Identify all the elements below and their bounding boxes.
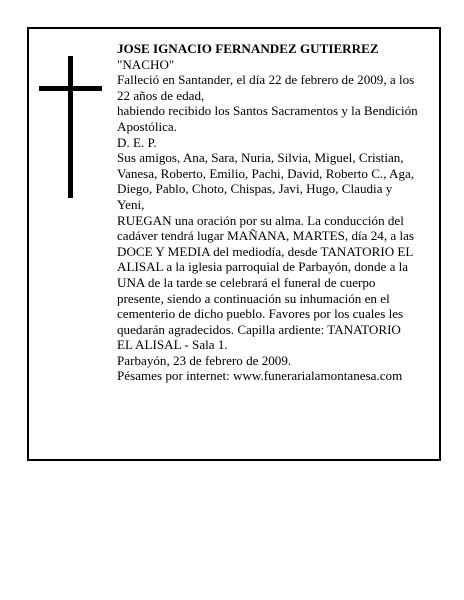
place-date: Parbayón, 23 de febrero de 2009.	[117, 352, 292, 368]
cross-icon-horizontal-bar	[39, 86, 102, 91]
obituary-notice	[27, 27, 441, 461]
deceased-name: JOSE IGNACIO FERNANDEZ GUTIERREZ	[117, 41, 379, 56]
deceased-nickname: "NACHO"	[117, 56, 175, 72]
death-statement: Falleció en Santander, el día 22 de febrero de 2009, a los 22 años de edad,	[117, 72, 415, 103]
sacraments-statement: habiendo recibido los Santos Sacramentos y la Bendición Apostólica.	[117, 103, 418, 134]
friends-list: Sus amigos, Ana, Sara, Nuria, Silvia, Miguel, Cristian, Vanesa, Roberto, Emilio, Pachi, David, Roberto C., Aga, Diego, Pablo, Choto, Chispas, Javi, Hugo, Claudia y Yeni,	[117, 150, 415, 212]
cross-icon-vertical-bar	[68, 56, 73, 198]
condolences-line: Pésames por internet: www.funerarialamontanesa.com	[117, 368, 403, 384]
obituary-text	[117, 41, 419, 384]
funeral-details: RUEGAN una oración por su alma. La conducción del cadáver tendrá lugar MAÑANA, MARTES, día 24, a las DOCE Y MEDIA del mediodía, desde TANATORIO EL ALISAL a la iglesia parroquial de Parbayón, donde a la UNA de la tarde se celebrará el funeral de cuerpo presente, siendo a continuación su inhumación en el cementerio de dicho pueblo. Favores por los cuales les quedarán agradecidos. Capilla ardiente: TANATORIO EL ALISAL - Sala 1.	[117, 212, 415, 353]
dep-line: D. E. P.	[117, 134, 157, 150]
